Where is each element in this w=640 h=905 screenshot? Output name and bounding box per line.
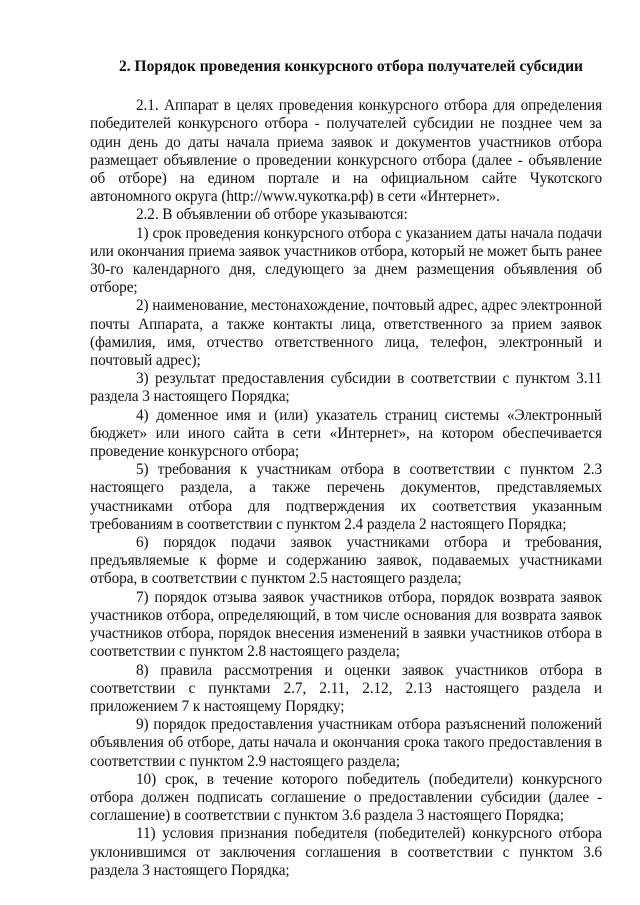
list-item-10: 10) срок, в течение которого победитель (победители) конкурсного отбора должен подписать соглашение о предоставлении субсидии (далее - соглашение) в соответствии с пунктом 3.6 раздела 3 настоящего Порядка;: [90, 770, 602, 825]
list-item-8: 8) правила рассмотрения и оценки заявок участников отбора в соответствии с пунктами 2.7, 2.11, 2.12, 2.13 настоящего раздела и приложением 7 к настоящему Порядку;: [90, 661, 602, 715]
list-item-5: 5) требования к участникам отбора в соответствии с пунктом 2.3 настоящего раздела, а также перечень документов, представляемых участниками отбора для подтверждения их соответствия указанным требованиям в соответствии с пунктом 2.4 раздела 2 настоящего Порядка;: [90, 461, 602, 533]
document-page: [90, 58, 602, 880]
list-item-1: 1) срок проведения конкурсного отбора с указанием даты начала подачи или окончания приема заявок участников отбора, который не может быть ранее 30-го календарного дня, следующего за днем размещения объявления об отборе;: [90, 224, 602, 297]
list-item-4: 4) доменное имя и (или) указатель страниц системы «Электронный бюджет» или иного сайта в сети «Интернет», на котором обеспечивается проведение конкурсного отбора;: [90, 406, 602, 461]
paragraph-2-1: 2.1. Аппарат в целях проведения конкурсного отбора для определения победителей конкурсного отбора - получателей субсидии не позднее чем за один день до даты начала приема заявок и документов участников отбора размещает объявление о проведении конкурсного отбора (далее - объявление об отборе) на едином портале и на официальном сайте Чукотского автономного округа (http://www.чукотка.рф) в сети «Интернет».: [90, 97, 602, 206]
list-item-2: 2) наименование, местонахождение, почтовый адрес, адрес электронной почты Аппарата, а также контакты лица, ответственного за прием заявок (фамилия, имя, отчество ответственного лица, телефон, электронный и почтовый адрес);: [90, 297, 602, 370]
list-item-9: 9) порядок предоставления участникам отбора разъяснений положений объявления об отборе, даты начала и окончания срока такого предоставления в соответствии с пунктом 2.9 настоящего раздела;: [90, 716, 602, 770]
list-item-11: 11) условия признания победителя (победителей) конкурсного отбора уклонившимся от заключения соглашения в соответствии с пунктом 3.6 раздела 3 настоящего Порядка;: [90, 825, 602, 879]
list-item-7: 7) порядок отзыва заявок участников отбора, порядок возврата заявок участников отбора, определяющий, в том числе основания для возврата заявок участников отбора, порядок внесения изменений в заявки участников отбора в соответствии с пунктом 2.8 настоящего раздела;: [90, 588, 602, 661]
list-item-6: 6) порядок подачи заявок участниками отбора и требования, предъявляемые к форме и содержанию заявок, подаваемых участниками отбора, в соответствии с пунктом 2.5 настоящего раздела;: [90, 534, 602, 588]
list-item-3: 3) результат предоставления субсидии в соответствии с пунктом 3.11 раздела 3 настоящего Порядка;: [90, 370, 602, 406]
section-heading: 2. Порядок проведения конкурсного отбора получателей субсидии: [119, 58, 583, 75]
paragraph-2-2: 2.2. В объявлении об отборе указываются:: [136, 206, 408, 224]
